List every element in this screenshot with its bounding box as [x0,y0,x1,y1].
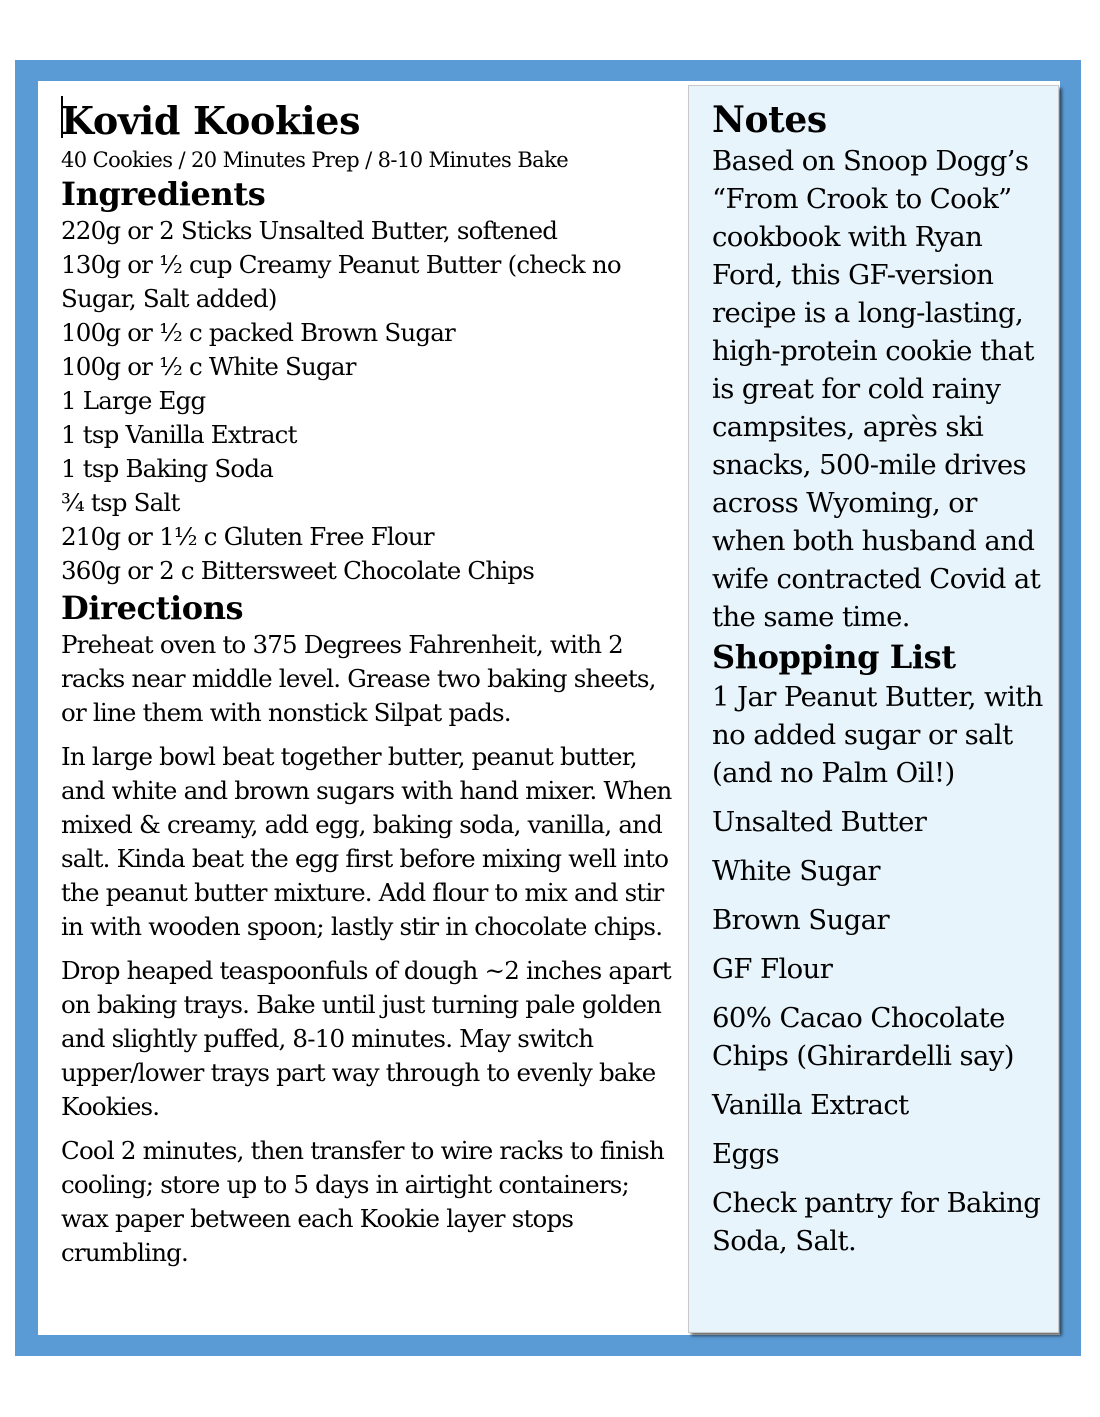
direction-step: Preheat oven to 375 Degrees Fahrenheit, with 2 racks near middle level. Grease two baking sheets, or line them with nonstick Silpat pads. [61,630,656,727]
ingredients-heading: Ingredients [61,175,266,213]
shopping-list-heading: Shopping List [712,638,956,676]
notes-content [712,98,1052,1271]
recipe-main-column [61,96,673,1280]
ingredient-item: 130g or ½ cup Creamy Peanut Butter (check no Sugar, Salt added) [61,250,621,313]
ingredient-list [61,214,673,588]
ingredient-item: 100g or ½ c packed Brown Sugar [61,318,455,347]
shopping-item: Unsalted Butter [712,806,927,838]
ingredient-item: 360g or 2 c Bittersweet Chocolate Chips [61,556,535,585]
shopping-list [712,678,1052,1260]
shopping-item: GF Flour [712,953,833,985]
shopping-item: Eggs [712,1138,779,1170]
direction-step: In large bowl beat together butter, peanut butter, and white and brown sugars with hand mixer. When mixed & creamy, add egg, baking soda, vanilla, and salt. Kinda beat the egg first before mixing well into the peanut butter mixture. Add flour to mix and stir in with wooden spoon; lastly stir in chocolate chips. [61,742,672,941]
shopping-item: 60% Cacao Chocolate Chips (Ghirardelli say) [712,1002,1014,1072]
ingredient-item: 1 tsp Baking Soda [61,454,274,483]
direction-step: Cool 2 minutes, then transfer to wire racks to finish cooling; store up to 5 days in airtight containers; wax paper between each Kookie layer stops crumbling. [61,1136,664,1267]
ingredient-item: ¾ tsp Salt [61,488,180,517]
ingredient-item: 1 tsp Vanilla Extract [61,420,297,449]
shopping-item: 1 Jar Peanut Butter, with no added sugar or salt (and no Palm Oil!) [712,681,1043,789]
recipe-title: Kovid Kookies [61,98,361,143]
ingredient-item: 210g or 1½ c Gluten Free Flour [61,522,434,551]
ingredient-item: 220g or 2 Sticks Unsalted Butter, softened [61,216,558,245]
ingredient-item: 1 Large Egg [61,386,206,415]
shopping-item: Check pantry for Baking Soda, Salt. [712,1187,1041,1257]
ingredient-item: 100g or ½ c White Sugar [61,352,356,381]
recipe-meta: 40 Cookies / 20 Minutes Prep / 8-10 Minutes Bake [61,148,569,172]
shopping-item: White Sugar [712,855,880,887]
shopping-item: Vanilla Extract [712,1089,909,1121]
direction-step: Drop heaped teaspoonfuls of dough ~2 inches apart on baking trays. Bake until just turning pale golden and slightly puffed, 8-10 minutes. May switch upper/lower trays part way through to evenly bake Kookies. [61,956,671,1121]
notes-heading: Notes [712,99,827,141]
notes-text: Based on Snoop Dogg’s “From Crook to Cook” cookbook with Ryan Ford, this GF-version recipe is a long-lasting, high-protein cookie that is great for cold rainy campsites, après ski snacks, 500-mile drives across Wyoming, or when both husband and wife contracted Covid at the same time. [712,145,1041,633]
shopping-item: Brown Sugar [712,904,889,936]
directions-heading: Directions [61,589,244,627]
